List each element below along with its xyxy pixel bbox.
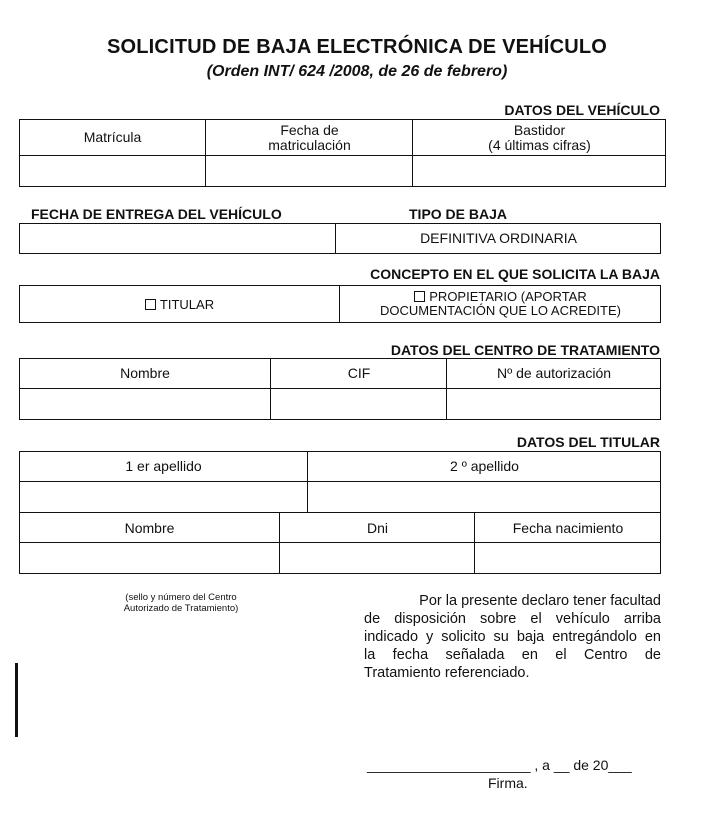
- divider: [20, 388, 660, 389]
- center-table: [19, 358, 661, 420]
- owner-option-line2: DOCUMENTACIÓN QUE LO ACREDITE): [379, 303, 621, 318]
- divider: [339, 286, 340, 322]
- declaration-line4: la fecha señalada en el Centro de: [364, 647, 661, 663]
- center-section-title: DATOS DEL CENTRO DE TRATAMIENTO: [390, 342, 660, 358]
- delivery-date-label: FECHA DE ENTREGA DEL VEHÍCULO: [31, 206, 282, 222]
- holder-birthdate-header: Fecha nacimiento: [512, 519, 624, 536]
- cancellation-type-value: DEFINITIVA ORDINARIA: [420, 230, 577, 246]
- chassis-header: [414, 120, 665, 155]
- holder-checkbox[interactable]: [145, 299, 156, 310]
- divider: [20, 481, 660, 482]
- registration-date-header-line1: Fecha de: [280, 121, 339, 138]
- center-name-field[interactable]: [20, 390, 270, 419]
- holder-section-title: DATOS DEL TITULAR: [516, 434, 660, 450]
- chassis-field[interactable]: [414, 157, 665, 186]
- chassis-header-line1: Bastidor: [513, 121, 566, 138]
- stamp-note-line2: Autorizado de Tratamiento): [123, 603, 239, 614]
- holder-dni-field[interactable]: [281, 544, 474, 573]
- second-surname-field[interactable]: [309, 483, 660, 512]
- vehicle-section-title: DATOS DEL VEHÍCULO: [504, 102, 660, 118]
- margin-mark: [15, 663, 18, 737]
- owner-checkbox[interactable]: [414, 291, 425, 302]
- divider: [474, 512, 475, 573]
- chassis-header-line2: (4 últimas cifras): [488, 136, 591, 153]
- holder-birthdate-field[interactable]: [476, 544, 660, 573]
- concept-table: [19, 285, 661, 323]
- holder-dni-header: Dni: [366, 519, 388, 536]
- divider: [335, 224, 336, 253]
- delivery-date-field[interactable]: [20, 224, 335, 253]
- registration-date-header: [207, 120, 412, 155]
- center-cif-header: CIF: [347, 365, 371, 381]
- center-name-header: Nombre: [120, 365, 170, 381]
- divider: [205, 120, 206, 186]
- first-surname-field[interactable]: [20, 483, 307, 512]
- center-authorization-header: Nº de autorización: [496, 365, 612, 381]
- date-line[interactable]: _____________________ , a __ de 20___: [367, 757, 632, 773]
- vehicle-table: [19, 119, 666, 187]
- delivery-table: [19, 223, 661, 254]
- signature-label: Firma.: [488, 775, 528, 791]
- divider: [20, 155, 665, 156]
- divider: [279, 512, 280, 573]
- divider: [20, 542, 660, 543]
- holder-option-label: TITULAR: [159, 296, 215, 312]
- plate-field[interactable]: [20, 157, 205, 186]
- declaration-line5: Tratamiento referenciado.: [364, 665, 530, 681]
- holder-name-header: Nombre: [124, 519, 175, 536]
- divider: [412, 120, 413, 186]
- owner-option-line1: PROPIETARIO (APORTAR: [429, 289, 587, 304]
- center-cif-field[interactable]: [272, 390, 446, 419]
- registration-date-header-line2: matriculación: [268, 136, 351, 153]
- declaration-line2: de disposición sobre el vehículo arriba: [364, 611, 661, 627]
- stamp-note-line1: (sello y número del Centro: [125, 592, 237, 603]
- declaration-line3: indicado y solicito su baja entregándolo en: [364, 629, 661, 645]
- first-surname-header: 1 er apellido: [125, 458, 202, 474]
- form-title: SOLICITUD DE BAJA ELECTRÓNICA DE VEHÍCULO: [106, 36, 608, 58]
- declaration-line1: Por la presente declaro tener facultad: [419, 593, 661, 609]
- divider: [270, 359, 271, 419]
- holder-option[interactable]: [20, 286, 339, 322]
- plate-header: Matrícula: [83, 129, 142, 145]
- divider: [20, 512, 660, 513]
- cancellation-type-label: TIPO DE BAJA: [409, 206, 508, 222]
- stamp-note: [96, 592, 266, 614]
- declaration-text: [364, 592, 661, 682]
- second-surname-header: 2 º apellido: [450, 458, 519, 474]
- registration-date-field[interactable]: [207, 157, 412, 186]
- concept-section-title: CONCEPTO EN EL QUE SOLICITA LA BAJA: [370, 266, 660, 282]
- owner-option[interactable]: [341, 286, 660, 322]
- divider: [446, 359, 447, 419]
- divider: [307, 452, 308, 512]
- holder-name-field[interactable]: [20, 544, 279, 573]
- holder-table: [19, 451, 661, 574]
- form-subtitle: (Orden INT/ 624 /2008, de 26 de febrero): [206, 63, 508, 80]
- center-authorization-field[interactable]: [448, 390, 660, 419]
